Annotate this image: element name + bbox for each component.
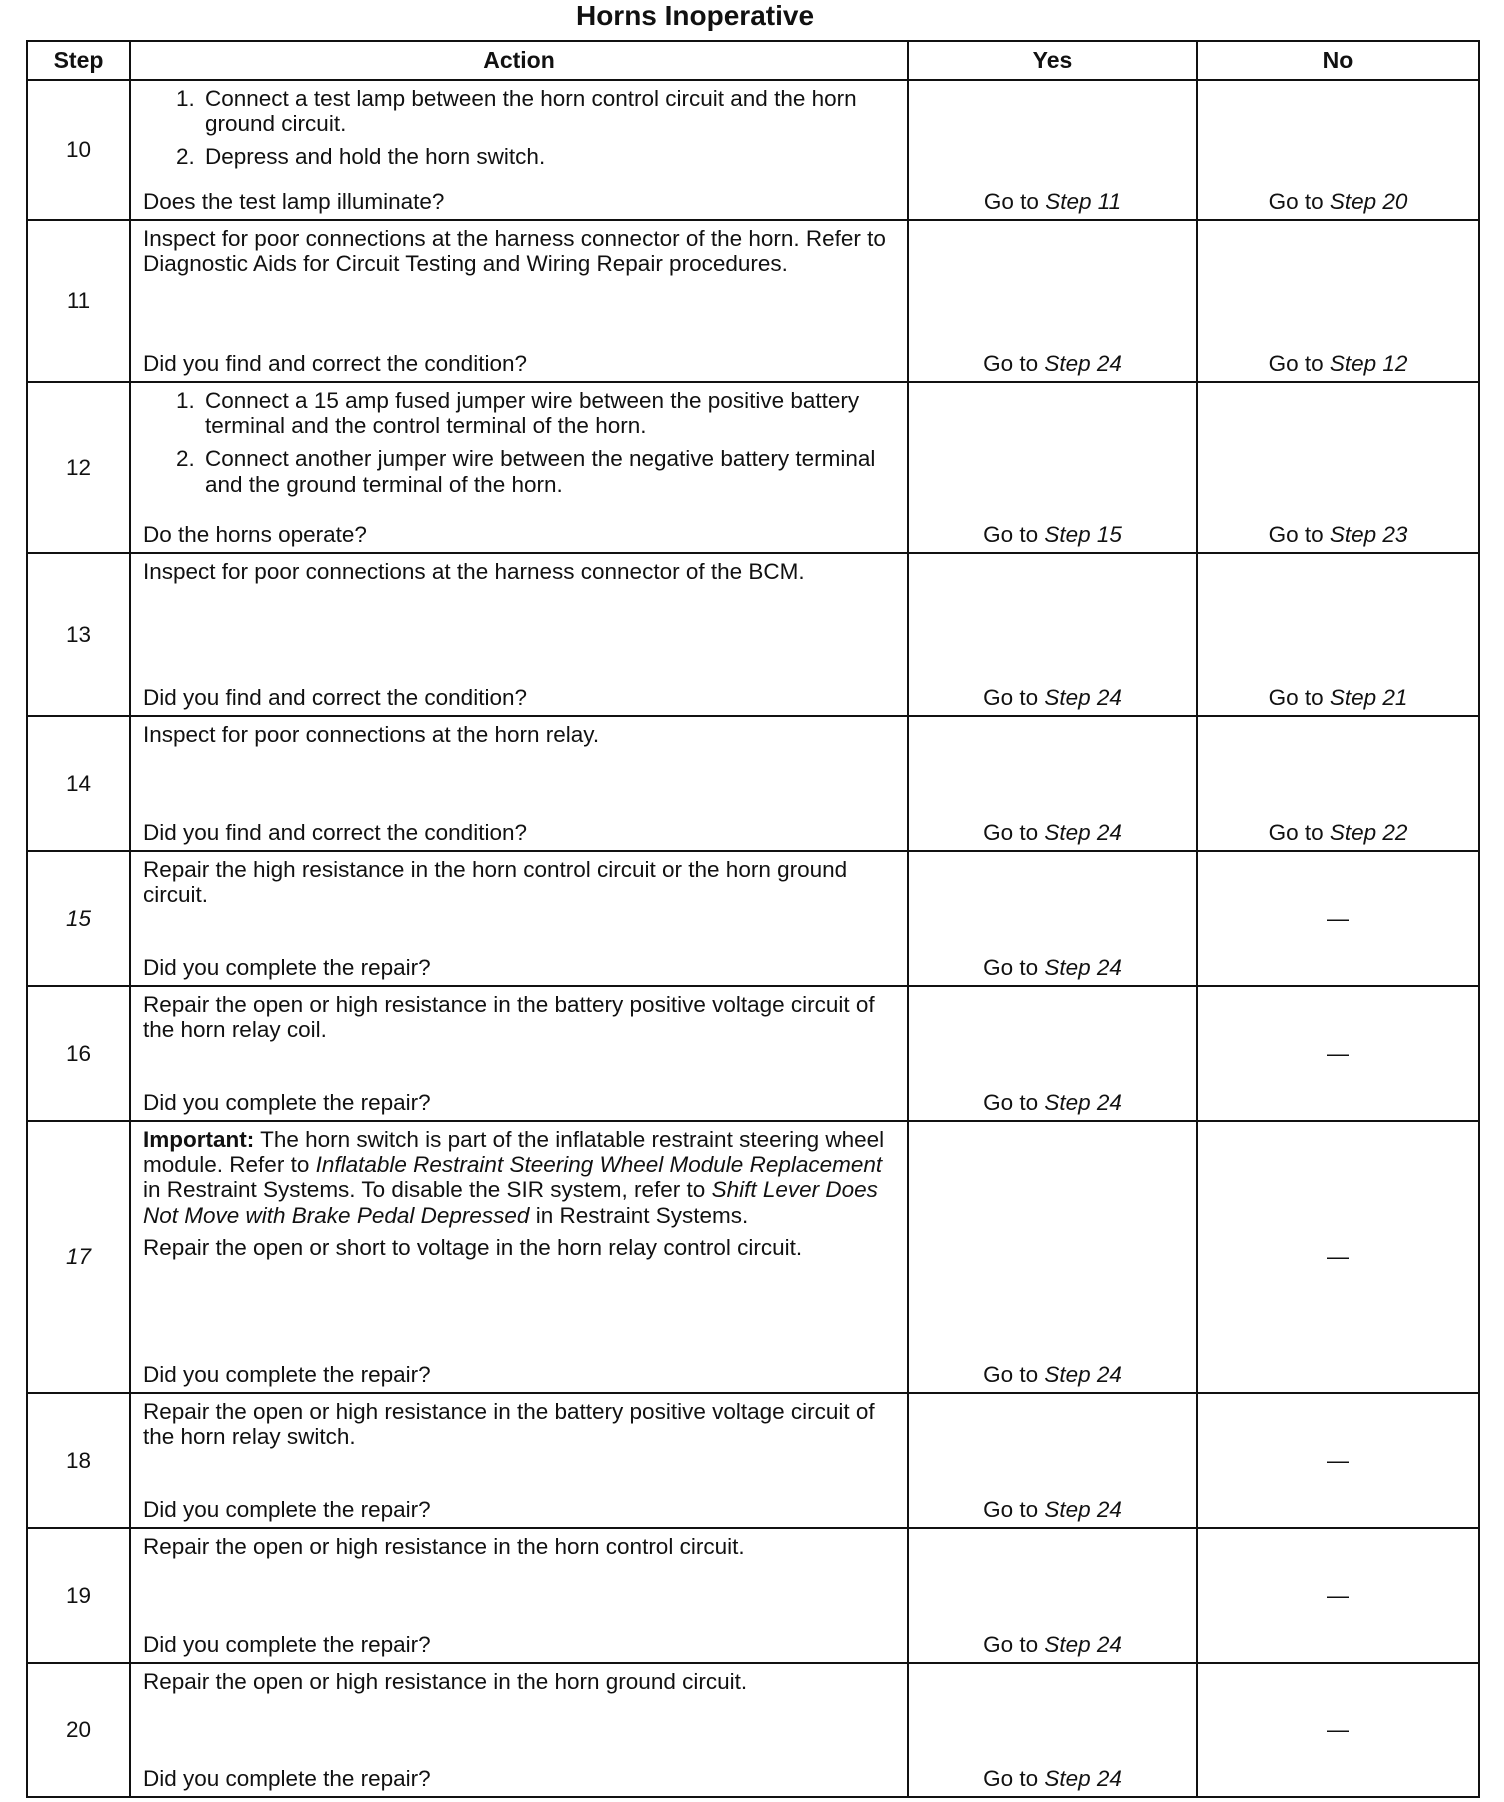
table-row [27, 1663, 1479, 1797]
step-number: 16 [27, 986, 130, 1121]
yes-cell [908, 382, 1197, 553]
go-to-label: Go to [983, 1765, 1039, 1791]
action-cell [130, 382, 908, 553]
step-number: 20 [27, 1663, 130, 1797]
step-link[interactable]: Step 22 [1329, 819, 1408, 845]
step-link[interactable]: Step 23 [1329, 521, 1408, 547]
action-header: Action [130, 41, 908, 80]
action-question: Do the horns operate? [143, 521, 367, 547]
action-text: Inspect for poor connections at the harness connector of the horn. Refer to Diagnostic Aids for Circuit Testing and Wiring Repair procedures. [143, 226, 886, 277]
action-cell [130, 80, 908, 220]
action-question: Did you complete the repair? [143, 1089, 431, 1115]
important-note: Important: The horn switch is part of the inflatable restraint steering wheel module. Refer to Inflatable Restraint Steering Wheel Module Replacement in Restraint Systems. To disable the SIR system, refer to Shift Lever Does Not Move with Brake Pedal Depressed in Restraint Systems. [143, 1127, 885, 1228]
table-row [27, 716, 1479, 851]
yes-cell [908, 851, 1197, 986]
go-to-label: Go to [983, 1496, 1039, 1522]
no-cell [1197, 80, 1479, 220]
dash-mark: — [1327, 1040, 1349, 1066]
table-row [27, 851, 1479, 986]
action-question: Did you complete the repair? [143, 1765, 431, 1791]
dash-mark: — [1327, 1447, 1349, 1473]
action-text: Repair the open or high resistance in the horn ground circuit. [143, 1669, 748, 1694]
dash-mark: — [1327, 1244, 1349, 1270]
table-row [27, 220, 1479, 382]
no-header: No [1197, 41, 1479, 80]
step-link[interactable]: Step 15 [1044, 521, 1122, 547]
action-question: Did you complete the repair? [143, 954, 431, 980]
step-link[interactable]: Step 24 [1044, 684, 1122, 710]
dash-mark: — [1327, 905, 1349, 931]
table-row [27, 1121, 1479, 1393]
step-link[interactable]: Step 24 [1044, 954, 1122, 980]
step-link[interactable]: Step 21 [1329, 684, 1408, 710]
action-list-item: 1. Connect a test lamp between the horn control circuit and the horn ground circuit. [201, 86, 895, 136]
step-link[interactable]: Step 24 [1044, 1361, 1122, 1387]
go-to-label: Go to [1268, 188, 1324, 214]
action-question: Did you find and correct the condition? [143, 684, 527, 710]
go-to-label: Go to [983, 1361, 1039, 1387]
step-link[interactable]: Step 20 [1329, 188, 1408, 214]
step-number: 17 [27, 1121, 130, 1393]
reference-link[interactable]: Shift Lever Does Not Move with Brake Pedal Depressed [143, 1177, 878, 1228]
reference-link[interactable]: Inflatable Restraint Steering Wheel Module Replacement [315, 1152, 883, 1178]
action-question: Did you complete the repair? [143, 1496, 431, 1522]
go-to-label: Go to [983, 819, 1039, 845]
table-row [27, 553, 1479, 716]
go-to-label: Go to [983, 188, 1039, 214]
action-list-item: 2. Depress and hold the horn switch. [201, 144, 895, 169]
step-header: Step [27, 41, 130, 80]
action-text: Repair the open or short to voltage in the horn relay control circuit. [143, 1234, 803, 1260]
action-text: Inspect for poor connections at the horn relay. [143, 722, 600, 747]
no-cell [1197, 1121, 1479, 1393]
step-number: 18 [27, 1393, 130, 1528]
action-text: Repair the open or high resistance in the horn control circuit. [143, 1534, 745, 1559]
go-to-label: Go to [983, 521, 1039, 547]
go-to-label: Go to [1268, 521, 1324, 547]
diagnostic-table [26, 40, 1480, 1798]
yes-cell [908, 80, 1197, 220]
important-label: Important: [143, 1127, 255, 1152]
yes-cell [908, 1663, 1197, 1797]
step-link[interactable]: Step 11 [1045, 188, 1122, 214]
go-to-label: Go to [1268, 350, 1324, 376]
step-number: 12 [27, 382, 130, 553]
yes-cell [908, 220, 1197, 382]
action-cell [130, 851, 908, 986]
step-link[interactable]: Step 24 [1044, 350, 1122, 376]
yes-cell [908, 986, 1197, 1121]
action-cell [130, 1663, 908, 1797]
action-question: Did you complete the repair? [143, 1631, 431, 1657]
go-to-label: Go to [983, 684, 1039, 710]
go-to-label: Go to [983, 954, 1039, 980]
step-number: 13 [27, 553, 130, 716]
step-number: 11 [27, 220, 130, 382]
dash-mark: — [1327, 1717, 1349, 1743]
table-row [27, 1528, 1479, 1663]
go-to-label: Go to [983, 1631, 1039, 1657]
no-cell [1197, 1663, 1479, 1797]
yes-cell [908, 716, 1197, 851]
table-row [27, 1393, 1479, 1528]
no-cell [1197, 220, 1479, 382]
no-cell [1197, 716, 1479, 851]
no-cell [1197, 851, 1479, 986]
step-link[interactable]: Step 24 [1044, 1765, 1122, 1791]
action-text: Repair the open or high resistance in the battery positive voltage circuit of the horn relay coil. [143, 992, 875, 1043]
action-cell [130, 1121, 908, 1393]
go-to-label: Go to [983, 350, 1039, 376]
no-cell [1197, 1528, 1479, 1663]
yes-cell [908, 553, 1197, 716]
go-to-label: Go to [1268, 819, 1324, 845]
step-number: 14 [27, 716, 130, 851]
table-row [27, 986, 1479, 1121]
no-cell [1197, 553, 1479, 716]
action-cell [130, 986, 908, 1121]
yes-cell [908, 1121, 1197, 1393]
action-text: Repair the open or high resistance in the battery positive voltage circuit of the horn relay switch. [143, 1399, 875, 1450]
step-number: 10 [27, 80, 130, 220]
action-cell [130, 220, 908, 382]
yes-header: Yes [908, 41, 1197, 80]
action-question: Did you find and correct the condition? [143, 819, 527, 845]
step-number: 15 [27, 851, 130, 986]
action-list-item: 2. Connect another jumper wire between the negative battery terminal and the ground terminal of the horn. [201, 446, 895, 496]
action-cell [130, 1393, 908, 1528]
action-question: Did you complete the repair? [143, 1361, 431, 1387]
yes-cell [908, 1528, 1197, 1663]
no-cell [1197, 382, 1479, 553]
step-number: 19 [27, 1528, 130, 1663]
dash-mark: — [1327, 1582, 1349, 1608]
header-row [27, 41, 1479, 80]
action-question: Does the test lamp illuminate? [143, 188, 445, 214]
table-row [27, 80, 1479, 220]
action-question: Did you find and correct the condition? [143, 350, 527, 376]
step-link[interactable]: Step 24 [1044, 1631, 1122, 1657]
action-cell [130, 553, 908, 716]
no-cell [1197, 986, 1479, 1121]
action-text: Inspect for poor connections at the harness connector of the BCM. [143, 559, 805, 584]
step-link[interactable]: Step 24 [1044, 819, 1122, 845]
action-cell [130, 716, 908, 851]
action-list-item: 1. Connect a 15 amp fused jumper wire between the positive battery terminal and the control terminal of the horn. [201, 388, 895, 438]
action-cell [130, 1528, 908, 1663]
table-row [27, 382, 1479, 553]
go-to-label: Go to [1268, 684, 1324, 710]
no-cell [1197, 1393, 1479, 1528]
page-title: Horns Inoperative [575, 0, 815, 31]
step-link[interactable]: Step 24 [1044, 1496, 1122, 1522]
step-link[interactable]: Step 24 [1044, 1089, 1122, 1115]
go-to-label: Go to [983, 1089, 1039, 1115]
step-link[interactable]: Step 12 [1329, 350, 1408, 376]
action-text: Repair the high resistance in the horn control circuit or the horn ground circuit. [143, 857, 848, 908]
yes-cell [908, 1393, 1197, 1528]
